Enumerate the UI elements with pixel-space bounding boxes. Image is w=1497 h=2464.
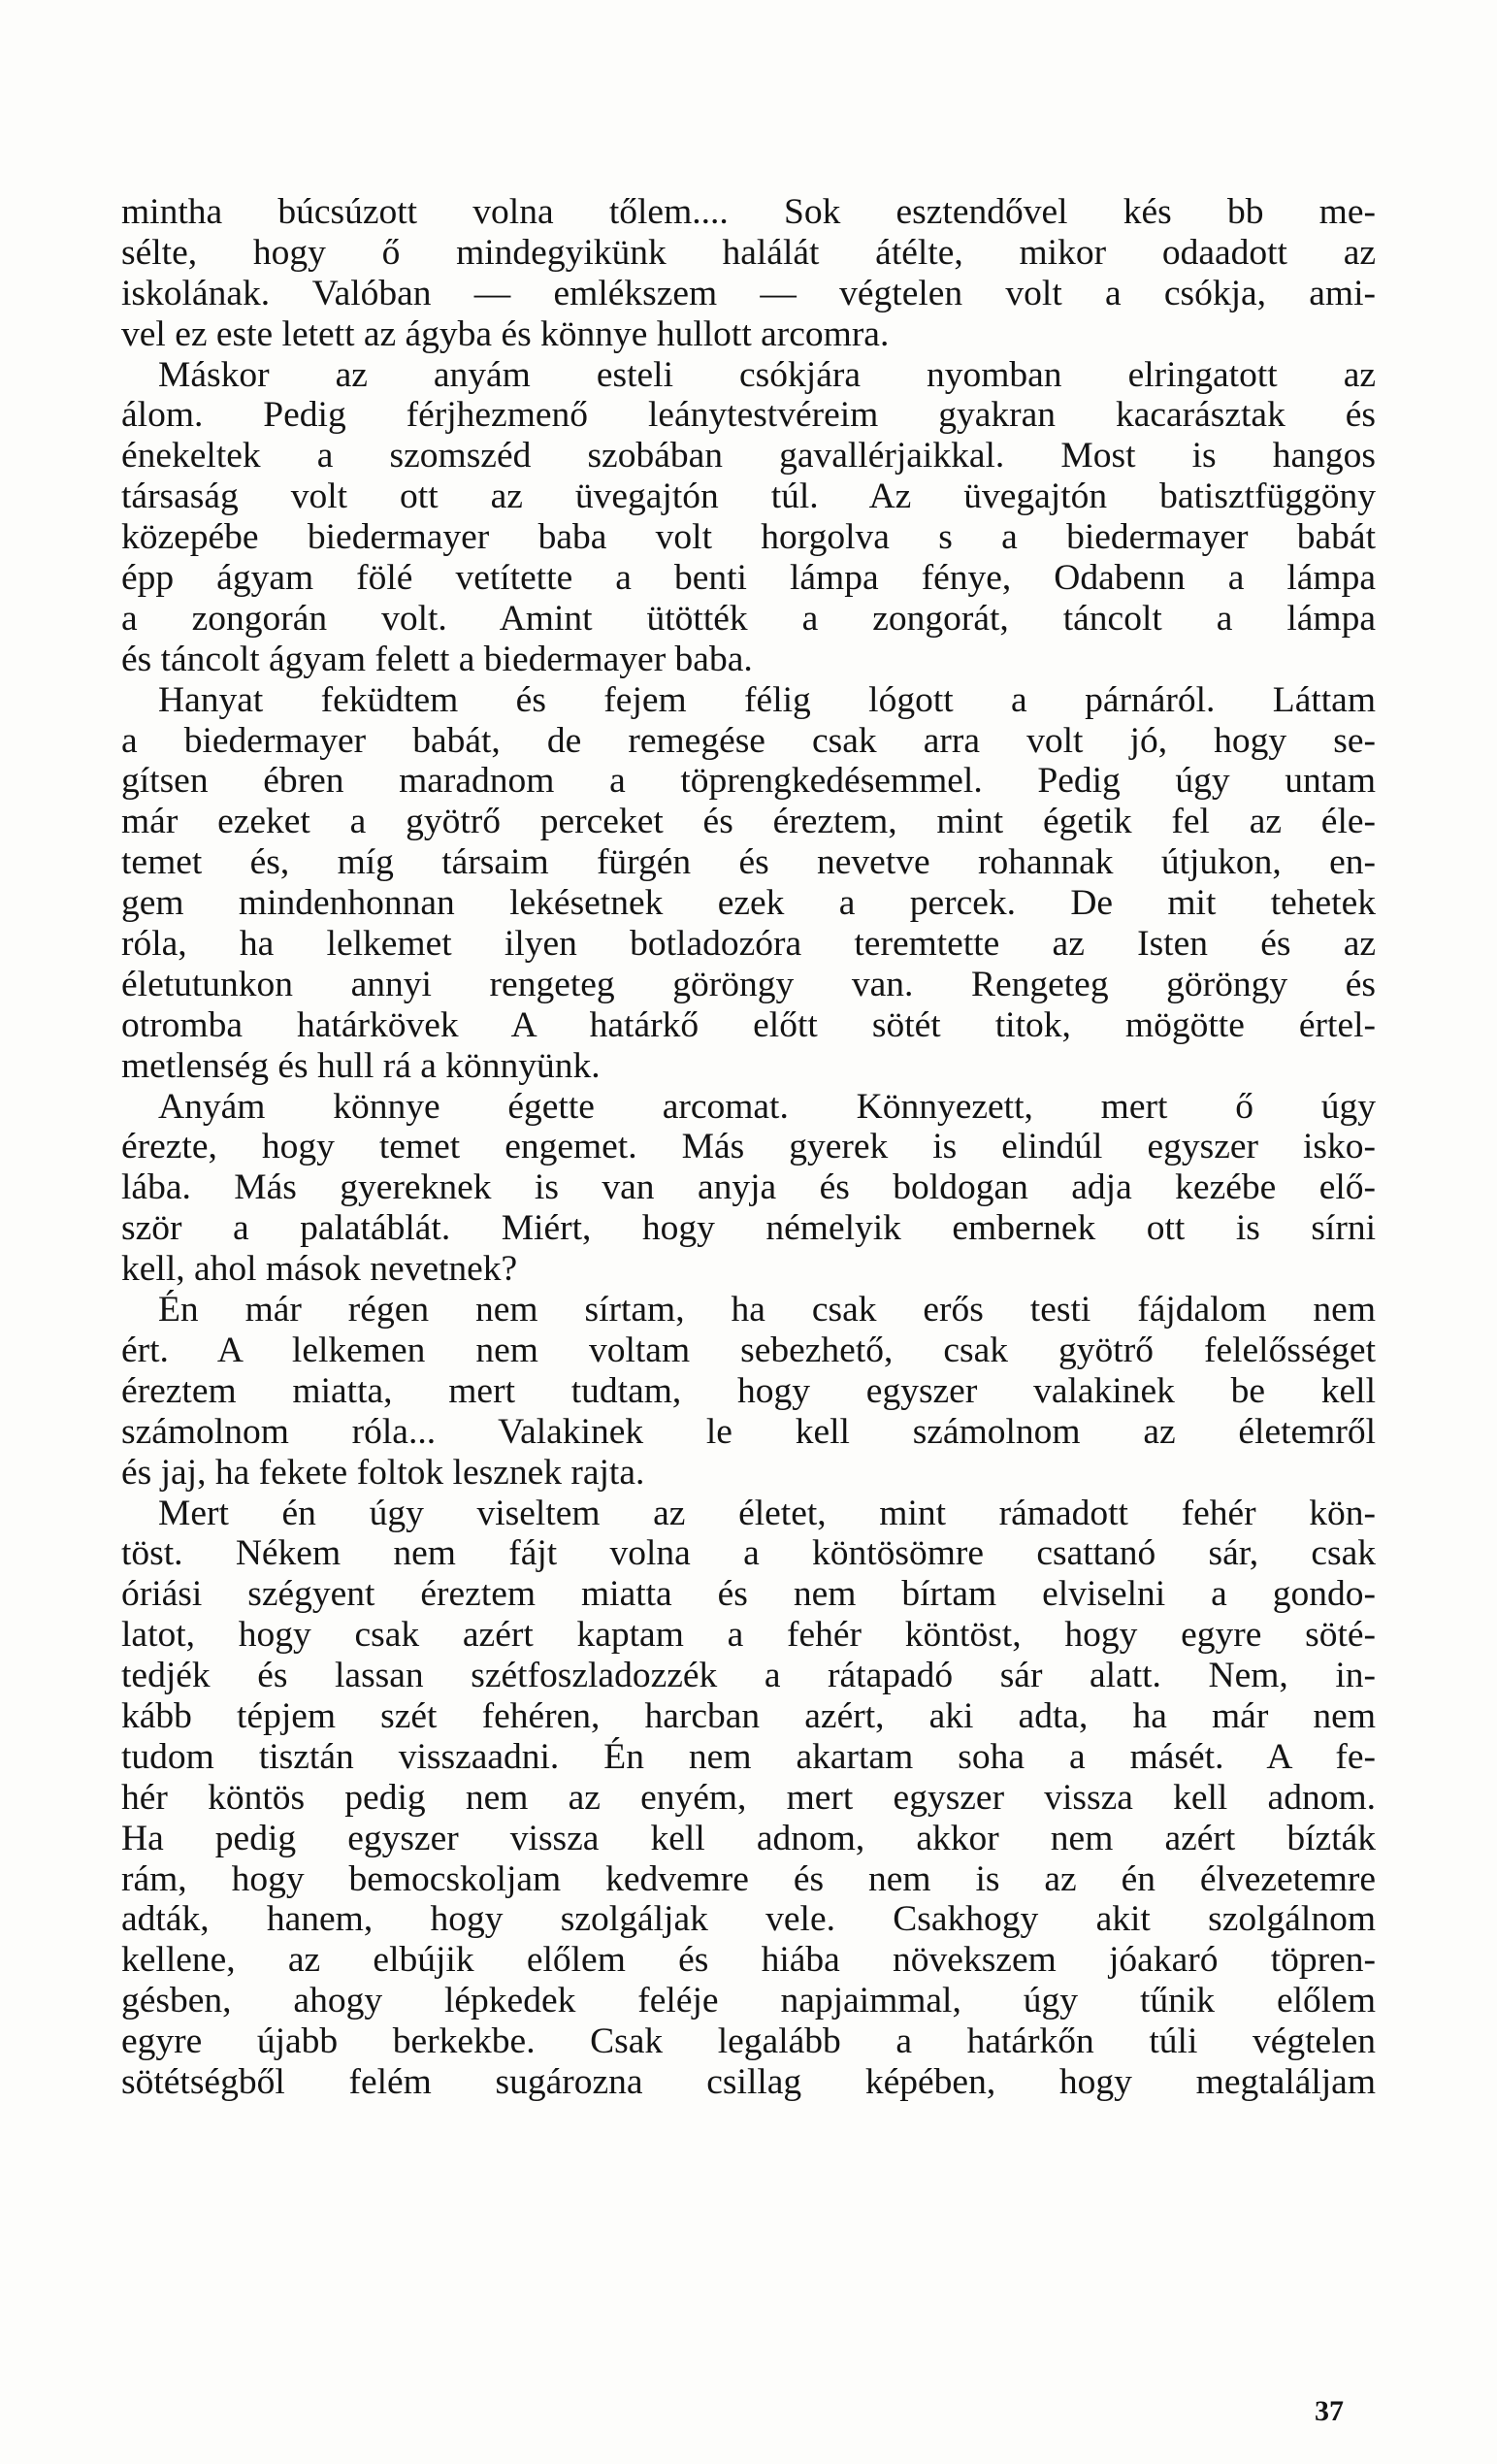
text-line: latot, hogy csak azért kaptam a fehér köntöst, hogy egyre söté-	[121, 1615, 1376, 1656]
text-line: tudom tisztán visszaadni. Én nem akartam soha a másét. A fe-	[121, 1736, 1376, 1777]
text-line: tedjék és lassan szétfoszladozzék a rátapadó sár alatt. Nem, in-	[121, 1656, 1376, 1696]
paragraph	[121, 1087, 1376, 1290]
text-line: Máskor az anyám esteli csókjára nyomban elringatott az	[158, 354, 1376, 395]
text-line: metlenség és hull rá a könnyünk.	[121, 1045, 601, 1086]
text-line: gem mindenhonnan lekésetnek ezek a percek. De mit tehetek	[121, 883, 1376, 924]
text-line: sélte, hogy ő mindegyikünk halálát átélte, mikor odaadott az	[121, 232, 1376, 273]
text-line: töst. Nékem nem fájt volna a köntösömre csattanó sár, csak	[121, 1533, 1376, 1574]
text-line: érezte, hogy temet engemet. Más gyerek is elindúl egyszer isko-	[121, 1127, 1376, 1167]
text-line: Anyám könnye égette arcomat. Könnyezett, mert ő úgy	[158, 1086, 1376, 1127]
paragraph	[121, 1290, 1376, 1493]
text-line: róla, ha lelkemet ilyen botladozóra teremtette az Isten és az	[121, 924, 1376, 965]
paragraph	[121, 680, 1376, 1087]
paragraph	[121, 1494, 1376, 2103]
text-line: lába. Más gyereknek is van anyja és boldogan adja kezébe elő-	[121, 1167, 1376, 1208]
text-line: már ezeket a gyötrő perceket és éreztem, mint égetik fel az éle-	[121, 802, 1376, 842]
text-line: otromba határkövek A határkő előtt sötét titok, mögötte értel-	[121, 1004, 1376, 1045]
text-line: ért. A lelkemen nem voltam sebezhető, csak gyötrő felelősséget	[121, 1330, 1376, 1370]
text-line: számolnom róla... Valakinek le kell számolnom az életemről	[121, 1411, 1376, 1452]
text-line: vel ez este letett az ágyba és könnye hullott arcomra.	[121, 313, 890, 354]
text-line: Én már régen nem sírtam, ha csak erős testi fájdalom nem	[158, 1290, 1376, 1331]
body-text	[121, 192, 1376, 2103]
text-line: Mert én úgy viseltem az életet, mint rámadott fehér kön-	[158, 1493, 1376, 1533]
text-line: kell, ahol mások nevetnek?	[121, 1249, 518, 1290]
text-line: Ha pedig egyszer vissza kell adnom, akkor nem azért bízták	[121, 1818, 1376, 1858]
text-line: kellene, az elbújik előlem és hiába növekszem jóakaró töpren-	[121, 1940, 1376, 1981]
text-line: Hanyat feküdtem és fejem félig lógott a párnáról. Láttam	[158, 679, 1376, 720]
text-line: gésben, ahogy lépkedek feléje napjaimmal, úgy tűnik előlem	[121, 1981, 1376, 2021]
text-line: temet és, míg társaim fürgén és nevetve rohannak útjukon, en-	[121, 842, 1376, 883]
text-line: közepébe biedermayer baba volt horgolva s a biedermayer babát	[121, 517, 1376, 558]
text-line: a zongorán volt. Amint ütötték a zongorát, táncolt a lámpa	[121, 598, 1376, 639]
text-line: rám, hogy bemocskoljam kedvemre és nem is az én élvezetemre	[121, 1858, 1376, 1899]
text-line: és táncolt ágyam felett a biedermayer baba.	[121, 639, 753, 679]
text-line: kább tépjem szét fehéren, harcban azért, aki adta, ha már nem	[121, 1695, 1376, 1736]
text-line: éreztem miatta, mert tudtam, hogy egyszer valakinek be kell	[121, 1370, 1376, 1411]
text-line: egyre újabb berkekbe. Csak legalább a határkőn túli végtelen	[121, 2021, 1376, 2062]
paragraph	[121, 192, 1376, 355]
text-line: épp ágyam fölé vetítette a benti lámpa fénye, Odabenn a lámpa	[121, 558, 1376, 599]
text-line: ször a palatáblát. Miért, hogy némelyik embernek ott is sírni	[121, 1208, 1376, 1249]
text-line: óriási szégyent éreztem miatta és nem bírtam elviselni a gondo-	[121, 1574, 1376, 1615]
text-line: hér köntös pedig nem az enyém, mert egyszer vissza kell adnom.	[121, 1777, 1376, 1818]
page-number: 37	[1315, 2395, 1344, 2427]
text-line: sötétségből felém sugározna csillag képében, hogy megtaláljam	[121, 2061, 1376, 2102]
text-line: adták, hanem, hogy szolgáljak vele. Csakhogy akit szolgálnom	[121, 1899, 1376, 1940]
text-line: és jaj, ha fekete foltok lesznek rajta.	[121, 1452, 645, 1493]
text-line: gítsen ébren maradnom a töprengkedésemmel. Pedig úgy untam	[121, 761, 1376, 802]
text-line: álom. Pedig férjhezmenő leánytestvéreim gyakran kacarásztak és	[121, 395, 1376, 436]
paragraph	[121, 355, 1376, 680]
text-line: a biedermayer babát, de remegése csak arra volt jó, hogy se-	[121, 720, 1376, 761]
text-line: énekeltek a szomszéd szobában gavallérjaikkal. Most is hangos	[121, 436, 1376, 476]
text-line: mintha búcsúzott volna tőlem.... Sok esztendővel kés bb me-	[121, 192, 1376, 232]
text-line: iskolának. Valóban — emlékszem — végtelen volt a csókja, ami-	[121, 273, 1376, 313]
text-line: társaság volt ott az üvegajtón túl. Az üvegajtón batisztfüggöny	[121, 476, 1376, 517]
text-line: életutunkon annyi rengeteg göröngy van. Rengeteg göröngy és	[121, 964, 1376, 1004]
